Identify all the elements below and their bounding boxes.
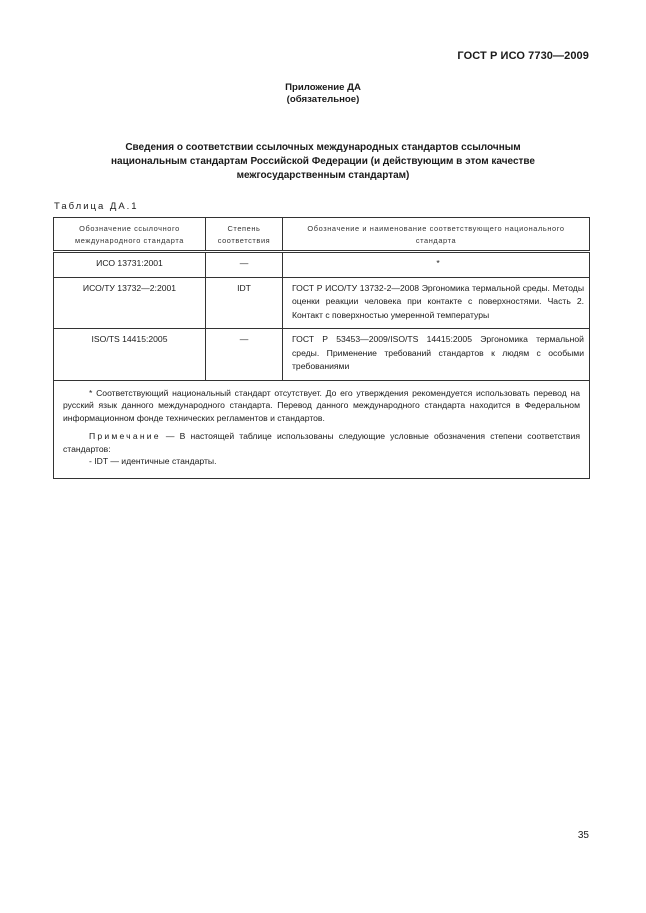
table-footer	[54, 380, 590, 478]
appendix-title: Приложение ДА	[285, 82, 361, 93]
cell-degree: —	[206, 252, 283, 278]
cell-degree: IDT	[206, 277, 283, 329]
table-header-row	[54, 218, 590, 252]
section-title	[60, 141, 586, 183]
appendix-status: (обязательное)	[286, 94, 360, 105]
correspondence-table	[53, 217, 590, 479]
header-degree: Степень соответствия	[206, 218, 283, 252]
page-number: 35	[577, 830, 589, 841]
table-row	[54, 329, 590, 381]
cell-reference: ISO/TS 14415:2005	[54, 329, 206, 381]
header-reference-standard: Обозначение ссылочного международного стандарта	[54, 218, 206, 252]
cell-reference: ИСО/ТУ 13732—2:2001	[54, 277, 206, 329]
cell-national: ГОСТ Р 53453—2009/ISO/TS 14415:2005 Эргономика термальной среды. Применение требований стандартов к людям с особыми требованиями	[283, 329, 590, 381]
header-national-standard: Обозначение и наименование соответствующего национального стандарта	[283, 218, 590, 252]
table-note	[63, 430, 580, 455]
table-footnote: * Соответствующий национальный стандарт отсутствует. До его утверждения рекомендуется использовать перевод на русский язык данного международного стандарта. Перевод данного международного стандарта находится в Федеральном информационном фонде технических регламентов и стандартов.	[63, 387, 580, 423]
section-title-line: национальным стандартам Российской Федерации (и действующим в этом качестве	[111, 156, 535, 167]
cell-reference: ИСО 13731:2001	[54, 252, 206, 278]
appendix-heading	[0, 82, 646, 106]
note-text: — В настоящей таблице использованы следующие условные обозначения степени соответствия стандартов:	[63, 431, 580, 454]
table-row	[54, 277, 590, 329]
section-title-line: межгосударственным стандартам)	[236, 170, 410, 181]
table-footer-row	[54, 380, 590, 478]
table-caption: Таблица ДА.1	[54, 201, 139, 212]
cell-national: *	[283, 252, 590, 278]
cell-degree: —	[206, 329, 283, 381]
section-title-line: Сведения о соответствии ссылочных международных стандартов ссылочным	[125, 142, 521, 153]
document-code: ГОСТ Р ИСО 7730—2009	[457, 50, 589, 62]
note-item: - IDT — идентичные стандарты.	[89, 456, 217, 466]
table-row	[54, 252, 590, 278]
note-label: Примечание	[89, 431, 161, 441]
cell-national: ГОСТ Р ИСО/ТУ 13732-2—2008 Эргономика термальной среды. Методы оценки реакции человека при контакте с поверхностями. Часть 2. Контакт с поверхностью умеренной температуры	[283, 277, 590, 329]
